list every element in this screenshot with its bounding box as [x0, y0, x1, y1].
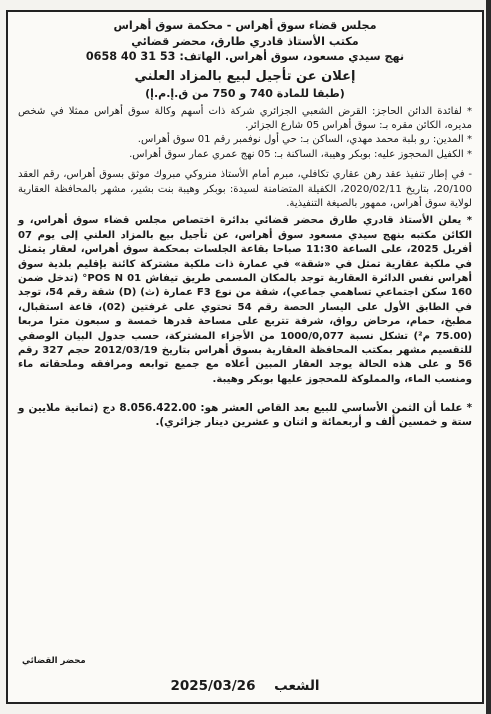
announcement-content [18, 18, 472, 696]
base-price-paragraph: * علما أن الثمن الأساسي للبيع بعد القاص العشر هو: 8.056.422.00 دج (ثمانية ملايين و ستة و خمسين ألف و أربعمائة و اثنان و عشرين دينار جزائري). [18, 401, 473, 429]
address-phone-line: نهج سيدي مسعود، سوق أهراس. الهاتف: 53 31 40 0658 [85, 50, 405, 63]
announcement-subtitle: (طبقا للمادة 740 و 750 من ق.إ.م.إ) [145, 86, 345, 100]
debtor-paragraph: * المدين: رو بلبة محمد مهدي، الساكن بـ: حي أول نوفمبر رقم 01 سوق أهراس. [137, 134, 472, 146]
announcement-title: إعلان عن تأجيل لبيع بالمزاد العلني [134, 68, 356, 84]
signature-label: محضر القضائي [22, 656, 86, 666]
creditor-paragraph: * لفائدة الدائن الحاجز: القرض الشعبي الجزائري شركة ذات أسهم وكالة سوق أهراس ممثلا في شخص مديره، الكائن مقره بـ: سوق أهراس 05 شارع الجزائر. [18, 105, 472, 131]
publication-footer [18, 678, 472, 694]
page-edge-rule [486, 0, 491, 714]
court-line: مجلس قضاء سوق أهراس - محكمة سوق أهراس [113, 19, 377, 32]
auction-notice-paragraph: * يعلن الأستاذ قادري طارق محضر قضائي بدائرة اختصاص مجلس قضاء سوق أهراس، و الكائن مكتبه بنهج سيدي مسعود سوق أهراس، عن تأجيل بيع بالمزاد العلني إلى يوم 07 أفريل 2025، على الساعة 11:30 صباحا بقاعة الجلسات بمحكمة سوق أهراس، لعقار يتمثل في ملكية عقارية تمثل في «شقة» في عمارة ذات ملكية مشتركة كائنة بإقليم بلدية سوق أهراس نفس الدائرة العقارية توجد بالمكان المسمى طريق تيفاش 01 POS N° (تدخل ضمن 160 سكن اجتماعي تساهمي جماعي)، شقة من نوع F3 عمارة (ث) (D) شقة رقم 54، توجد في الطابق الأول على اليسار الحصة رقم 54 تحتوي على غرفتين (02)، قاعة استقبال، مطبخ، حمام، مرحاض رواق، شرفة تتربع على مساحة قدرها خمسة و سبعون مترا مربعا (75.00 م²) تشكل نسبة 1000/0,077 من الأجزاء المشتركة، حسب جدول البيان الوصفي للتقسيم مشهر بمكتب المحافظة العقارية بسوق أهراس بتاريخ 2012/03/19 حجم 327 رقم 56 و على هذه الحالة يوجد العقار المبين أعلاه مع جميع توابعه ومرافقه وملحقاته ماء ومنسب الماء، والمملوكة للمحجوز عليها بوبكر وهيبة. [18, 215, 473, 385]
bailiff-office-line: مكتب الأستاذ قادري طارق، محضر قضائي [131, 34, 359, 48]
publication-date: 2025/03/26 [170, 678, 256, 694]
newspaper-name: الشعب [274, 678, 320, 694]
office-header [18, 18, 472, 65]
announcement-frame [6, 10, 484, 704]
guarantor-paragraph: * الكفيل المحجوز عليه: بوبكر وهيبة، الساكنة بـ: 05 نهج عمري عمار سوق أهراس. [129, 148, 472, 160]
execution-paragraph: - في إطار تنفيذ عقد رهن عقاري تكافلي، مبرم أمام الأستاذ منروكي مبروك موثق بسوق أهراس، رقم العقد 20/100، بتاريخ 2020/02/11، الكفيلة المتضامنة لسيدة: بوبكر وهيبة بنت بشير، مشهر بالمحافظة العقارية لولاية سوق أهراس، ممهور بالصيغة التنفيذية. [18, 169, 472, 209]
